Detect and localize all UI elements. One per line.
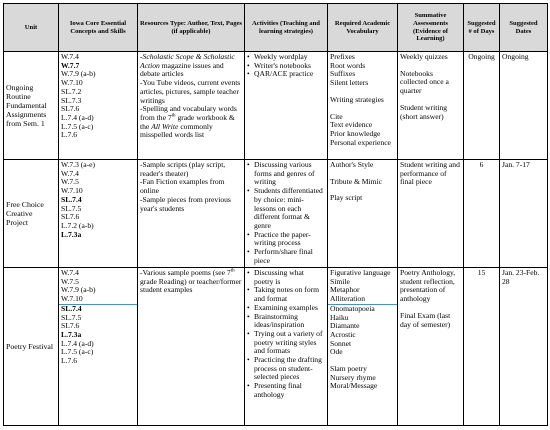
unit-cell: Poetry Festival: [4, 268, 59, 426]
activity-item: • Discussing what poetry is: [247, 269, 325, 286]
assessment-item: Weekly quizzes: [400, 52, 448, 61]
standard-item: W.7.4: [61, 268, 79, 277]
standard-item: L.7.5 (a-c): [61, 347, 94, 357]
activity-item: • Discussing various forms and genres of writing: [247, 161, 325, 187]
standards-cell: [59, 268, 138, 426]
resource-text: -Spelling and vocabulary words from the 7th grade workbook & the All Write commonly misspelled words list: [140, 104, 237, 140]
standard-item: W.7.4: [61, 52, 79, 61]
standard-item: L.7.4 (a-d): [61, 112, 94, 122]
vocab-item: Root words: [330, 60, 366, 70]
header-core-concepts: Iowa Core Essential Concepts and Skills: [59, 4, 138, 52]
assessments-cell: [398, 160, 464, 268]
standard-item: L.7.6: [61, 356, 78, 366]
vocab-item: Text evidence: [330, 120, 373, 130]
curriculum-table: [3, 3, 548, 426]
vocab-item: Silent letters: [330, 78, 369, 88]
vocab-item: Personal experience: [330, 137, 391, 147]
header-activities: Activities (Teaching and learning strategies): [245, 4, 328, 52]
assessment-item: Notebooks collected once a quarter: [400, 68, 449, 96]
dates-cell: Jan. 7-17: [500, 160, 548, 268]
assessment-item: Poetry Anthology, student reflection, presentation of anthology: [400, 268, 456, 304]
standard-item: L.7.4 (a-d): [61, 338, 94, 348]
vocabulary-cell: [328, 160, 398, 268]
standard-item: L.7.2 (a-b): [61, 220, 94, 230]
activity-item: • Examining examples: [247, 304, 325, 313]
activity-item: • Practicing the drafting process on student-selected pieces: [247, 356, 325, 382]
vocab-item: Cite: [330, 111, 343, 121]
vocab-item: Sonnet: [330, 338, 352, 348]
vocab-item: Play script: [330, 193, 363, 203]
vocabulary-cell: [328, 52, 398, 160]
resources-cell: [138, 160, 245, 268]
vocab-item: Metaphor: [330, 285, 360, 295]
vocab-item: Writing strategies: [330, 94, 384, 104]
vocab-item: Simile: [330, 276, 350, 286]
dates-cell: Ongoing: [500, 52, 548, 160]
standard-item: SL7.6: [61, 212, 80, 222]
table-row: [4, 160, 548, 268]
activity-item: • Students differentiated by choice: mini-lessons on each different format & genre: [247, 187, 325, 231]
resource-text: -Scholastic Scope & Scholastic Action magazine issues and debate articles: [140, 52, 235, 79]
standard-item: SL7.6: [61, 321, 80, 331]
standard-item: W.7.7: [61, 60, 80, 70]
resources-cell: [138, 268, 245, 426]
activities-cell: [245, 160, 328, 268]
resource-text: -Various sample poems (see 7th grade Reading) or teacher/former student examples: [140, 268, 242, 295]
unit-cell: Free Choice Creative Project: [4, 160, 59, 268]
header-vocabulary: Required Academic Vocabulary: [328, 4, 398, 52]
activities-cell: [245, 268, 328, 426]
standard-item: L.7.3a: [61, 329, 82, 339]
standards-cell: [59, 52, 138, 160]
standard-item: SL7.6: [61, 104, 80, 114]
vocab-item: Moral/Message: [330, 381, 378, 391]
days-cell: Ongoing: [464, 52, 500, 160]
vocab-item: Onomatopoeia: [330, 303, 375, 313]
standard-item: SL.7.5: [61, 203, 82, 213]
vocab-item: Alliteration: [330, 294, 366, 304]
header-unit: Unit: [4, 4, 59, 52]
standard-item: L.7.3a: [61, 229, 82, 239]
resource-text: -Fan Fiction examples from online: [140, 177, 225, 196]
activities-cell: [245, 52, 328, 160]
vocab-item: Suffixes: [330, 69, 356, 79]
vocab-item: Haiku: [330, 312, 349, 322]
days-cell: 15: [464, 268, 500, 426]
activity-item: • Perform/share final piece: [247, 248, 325, 265]
activity-item: • QAR/ACE practice: [247, 70, 325, 79]
standard-item: SL.7.4: [61, 303, 82, 313]
standard-item: W.7.5: [61, 177, 79, 187]
resource-text: -Sample pieces from previous year's students: [140, 194, 231, 213]
resources-cell: [138, 52, 245, 160]
activity-item: • Weekly wordplay: [247, 53, 325, 62]
header-row: [4, 4, 548, 52]
header-days: Suggested # of Days: [464, 4, 500, 52]
assessment-item: Final Exam (last day of semester): [400, 310, 451, 329]
standards-cell: [59, 160, 138, 268]
header-dates: Suggested Dates: [500, 4, 548, 52]
activity-item: • Presenting final anthology: [247, 382, 325, 399]
standard-item: SL.7.3: [61, 95, 82, 105]
dates-cell: Jan. 23-Feb. 28: [500, 268, 548, 426]
assessment-item: Student writing (short answer): [400, 102, 448, 121]
activity-item: • Writer's notebooks: [247, 62, 325, 71]
vocab-item: Ode: [330, 347, 343, 357]
standard-item: L.7.6: [61, 130, 78, 140]
standard-item: W.7.3 (a-e): [61, 160, 96, 169]
header-resources: Resources Type: Author, Text, Pages (if applicable): [138, 4, 245, 52]
standard-item: SL.7.4: [61, 194, 82, 204]
vocab-item: Tribute & Mimic: [330, 176, 383, 186]
table-row: [4, 268, 548, 426]
standard-item: SL.7.2: [61, 86, 82, 96]
table-row: [4, 52, 548, 160]
header-assessments: Summative Assessments (Evidence of Learning): [398, 4, 464, 52]
vocab-item: Acrostic: [330, 329, 356, 339]
assessments-cell: [398, 268, 464, 426]
resource-text: -Sample scripts (play script, reader's theater): [140, 160, 226, 178]
activity-item: • Trying out a variety of poetry writing styles and formats: [247, 330, 325, 356]
vocabulary-cell: [328, 268, 398, 426]
standard-item: L.7.5 (a-c): [61, 121, 94, 131]
resource-text: -You Tube videos, current events articles, pictures, sample teacher writings: [140, 78, 241, 105]
activity-item: • Practice the paper-writing process: [247, 231, 325, 248]
vocab-item: Nursery rhyme: [330, 372, 376, 382]
standard-item: W.7.4: [61, 168, 79, 178]
standard-item: W.7.9 (a-b): [61, 69, 96, 79]
vocab-item: Figurative language: [330, 268, 391, 277]
standard-item: SL.7.5: [61, 312, 82, 322]
vocab-item: Prior knowledge: [330, 128, 381, 138]
vocab-item: Author's Style: [330, 160, 374, 169]
vocab-item: Prefixes: [330, 52, 355, 61]
standard-item: W.7.10: [61, 294, 83, 304]
standard-item: W.7.10: [61, 186, 83, 196]
days-cell: 6: [464, 160, 500, 268]
vocab-item: Slam poetry: [330, 364, 367, 374]
vocab-item: Diamante: [330, 321, 360, 331]
standard-item: W.7.9 (a-b): [61, 285, 96, 295]
assessments-cell: [398, 52, 464, 160]
activity-item: • Taking notes on form and format: [247, 286, 325, 303]
activity-item: • Brainstorming ideas/inspiration: [247, 313, 325, 330]
standard-item: W.7.5: [61, 276, 79, 286]
assessment-item: Student writing and performance of final piece: [400, 160, 460, 187]
unit-cell: Ongoing Routine Fundamental Assignments from Sem. 1: [4, 52, 59, 160]
standard-item: W.7.10: [61, 78, 83, 88]
